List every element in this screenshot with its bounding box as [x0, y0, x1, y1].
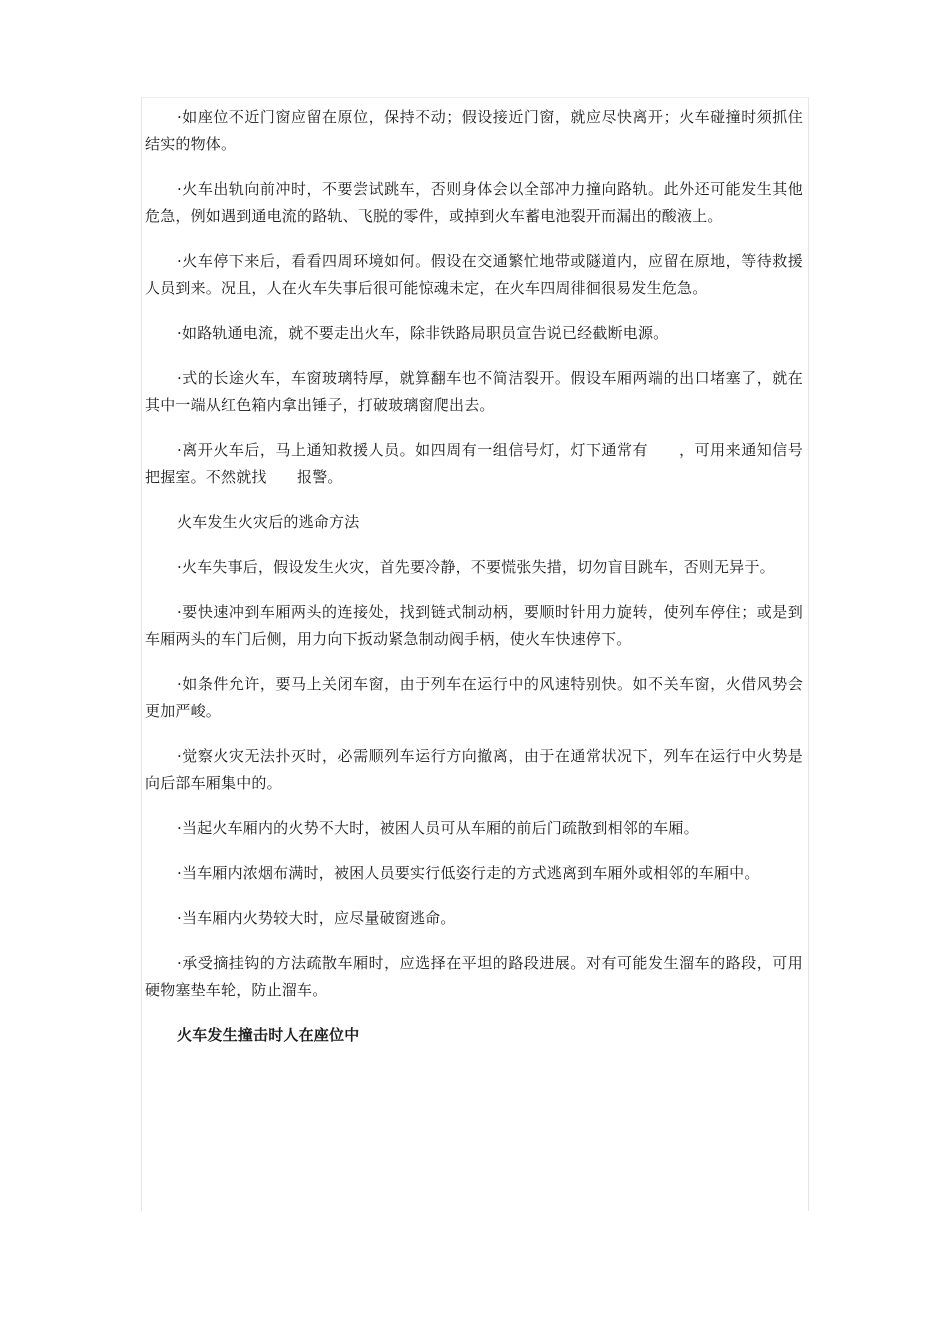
paragraph-electrified-rail: ·如路轨通电流，就不要走出火车，除非铁路局职员宣告说已经截断电源。 [177, 324, 669, 342]
section-heading-fire-escape: 火车发生火灾后的逃命方法 [177, 513, 360, 531]
paragraph-low-posture: ·当车厢内浓烟布满时，被困人员要实行低姿行走的方式逃离到车厢外或相邻的车厢中。 [177, 864, 760, 882]
paragraph-evacuate-direction: ·觉察火灾无法扑灭时，必需顺列车运行方向撤离，由于在通常状况下，列车在运行中火势是向后部车厢集中的。 [145, 747, 803, 792]
paragraph-break-window-escape: ·当车厢内火势较大时，应尽量破窗逃命。 [177, 909, 456, 927]
document-body [145, 104, 803, 1067]
paragraph-adjacent-car: ·当起火车厢内的火势不大时，被困人员可从车厢的前后门疏散到相邻的车厢。 [177, 819, 699, 837]
paragraph-close-windows: ·如条件允许，要马上关闭车窗，由于列车在运行中的风速特别快。如不关车窗，火借风势会更加严峻。 [145, 675, 803, 720]
paragraph-stay-in-seat: ·如座位不近门窗应留在原位，保持不动；假设接近门窗，就应尽快离开；火车碰撞时须抓住结实的物体。 [145, 108, 803, 153]
paragraph-notify-rescue: ·离开火车后，马上通知救援人员。如四周有一组信号灯，灯下通常有 ，可用来通知信号把握室。不然就找 报警。 [145, 441, 803, 486]
paragraph-after-stop: ·火车停下来后，看看四周环境如何。假设在交通繁忙地带或隧道内，应留在原地，等待救援人员到来。况且，人在火车失事后很可能惊魂未定，在火车四周徘徊很易发生危急。 [145, 252, 803, 297]
paragraph-stay-calm: ·火车失事后，假设发生火灾，首先要冷静，不要慌张失措，切勿盲目跳车，否则无异于。 [177, 558, 775, 576]
paragraph-uncouple-cars: ·承受摘挂钩的方法疏散车厢时，应选择在平坦的路段进展。对有可能发生溜车的路段，可用硬物塞垫车轮，防止溜车。 [145, 954, 803, 999]
paragraph-emergency-brake: ·要快速冲到车厢两头的连接处，找到链式制动柄，要顺时针用力旋转，使列车停住；或是到车厢两头的车门后侧，用力向下扳动紧急制动阀手柄，使火车快速停下。 [145, 603, 803, 648]
paragraph-break-window: ·式的长途火车，车窗玻璃特厚，就算翻车也不简洁裂开。假设车厢两端的出口堵塞了，就在其中一端从红色箱内拿出锤子，打破玻璃窗爬出去。 [145, 369, 803, 414]
section-heading-collision-seat: 火车发生撞击时人在座位中 [177, 1026, 360, 1044]
paragraph-derailment: ·火车出轨向前冲时，不要尝试跳车，否则身体会以全部冲力撞向路轨。此外还可能发生其他危急，例如遇到通电流的路轨、飞脱的零件，或掉到火车蓄电池裂开而漏出的酸液上。 [145, 180, 803, 225]
